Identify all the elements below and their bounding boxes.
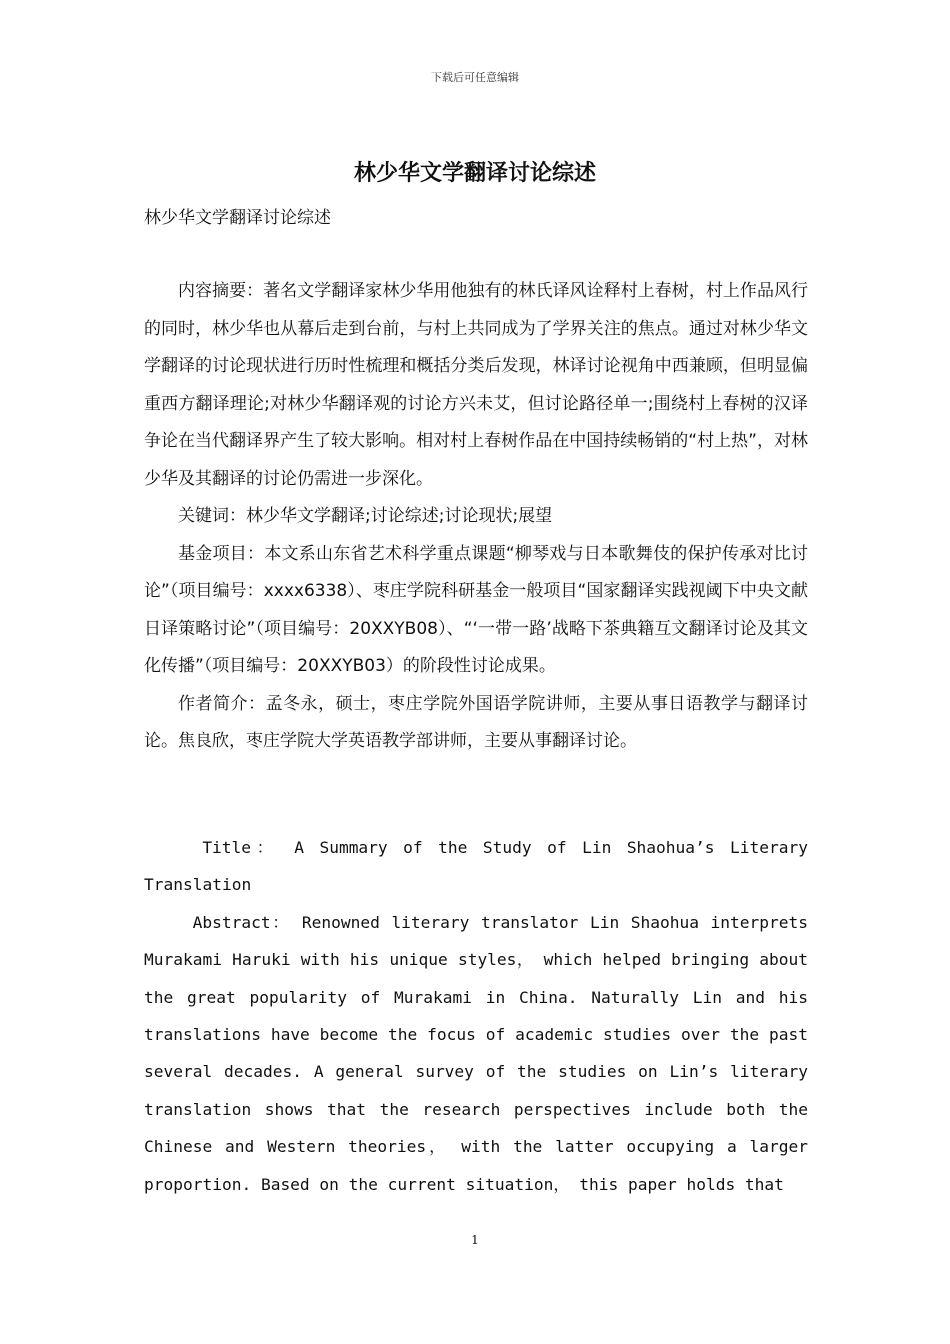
header-note: 下载后可任意编辑 [431,71,519,84]
english-body [144,829,808,1203]
subtitle-text: 林少华文学翻译讨论综述 [144,208,331,228]
document-title: 林少华文学翻译讨论综述 [353,161,596,186]
funding-info: 基金项目：本文系山东省艺术科学重点课题“柳琴戏与日本歌舞伎的保护传承对比讨论”（项目编号：xxxx6338）、枣庄学院科研基金一般项目“国家翻译实践视阈下中央文献日译策略讨论”（项目编号：20XXYB08）、“‘一带一路’战略下茶典籍互文翻译讨论及其文化传播”（项目编号：20XXYB03）的阶段性讨论成果。 [144,543,808,676]
author-bio: 作者简介：孟冬永，硕士，枣庄学院外国语学院讲师，主要从事日语教学与翻译讨论。焦良欣，枣庄学院大学英语教学部讲师，主要从事翻译讨论。 [144,693,808,751]
chinese-body [144,273,808,761]
keywords: 关键词：林少华文学翻译;讨论综述;讨论现状;展望 [178,506,553,526]
abstract-cn: 内容摘要：著名文学翻译家林少华用他独有的林氏译风诠释村上春树，村上作品风行的同时，林少华也从幕后走到台前，与村上共同成为了学界关注的焦点。通过对林少华文学翻译的讨论现状进行历时性梳理和概括分类后发现，林译讨论视角中西兼顾，但明显偏重西方翻译理论;对林少华翻译观的讨论方兴未艾，但讨论路径单一;围绕村上春树的汉译争论在当代翻译界产生了较大影响。相对村上春树作品在中国持续畅销的“村上热”，对林少华及其翻译的讨论仍需进一步深化。 [144,281,808,489]
document-subtitle [144,200,808,238]
title-en: Title： A Summary of the Study of Lin Shaohua’s Literary Translation [144,838,808,895]
page-number: 1 [471,1233,479,1247]
abstract-en: Abstract： Renowned literary translator Lin Shaohua interprets Murakami Haruki with his unique styles， which helped bringing about the great popularity of Murakami in China. Naturally Lin and his translations have become the focus of academic studies over the past several decades. A general survey of the studies on Lin’s literary translation shows that the research perspectives include both the Chinese and Western theories， with the latter occupying a larger proportion. Based on the current situation， this paper holds that [144,912,808,1194]
